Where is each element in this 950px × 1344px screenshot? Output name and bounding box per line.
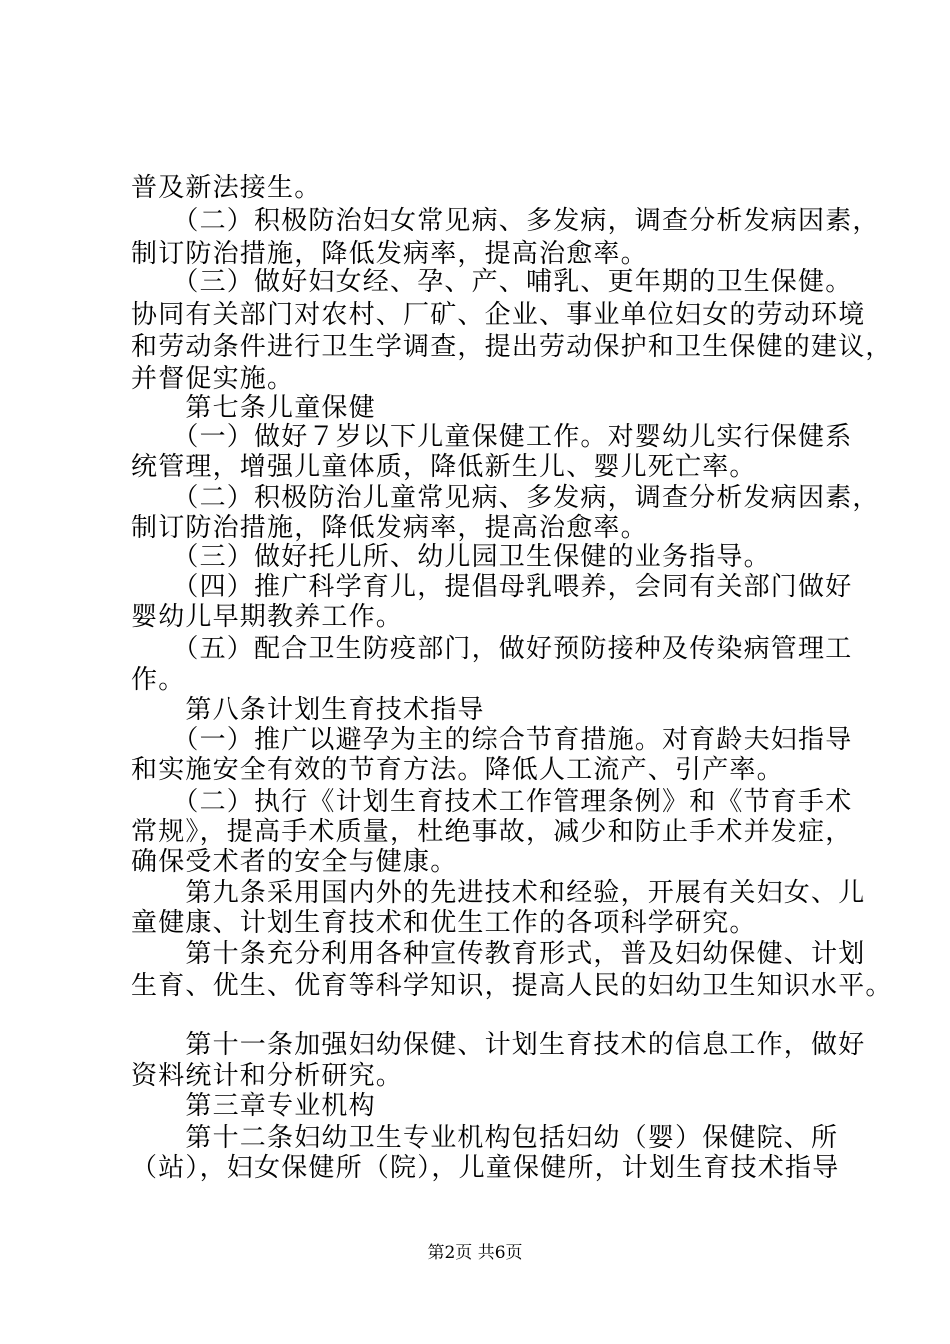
text-line: 第十二条妇幼卫生专业机构包括妇幼（婴）保健院、所 <box>131 1123 839 1153</box>
section-heading: 第八条计划生育技术指导 <box>131 695 485 725</box>
text-line: 制订防治措施，降低发病率，提高治愈率。 <box>131 239 648 269</box>
text-line: （站），妇女保健所（院），儿童保健所，计划生育技术指导 <box>131 1153 840 1183</box>
text-line: 和劳动条件进行卫生学调查，提出劳动保护和卫生保健的建议， <box>131 332 893 362</box>
text-line: （一）推广以避孕为主的综合节育措施。对育龄夫妇指导 <box>131 725 853 755</box>
text-line: （二）积极防治儿童常见病、多发病，调查分析发病因素， <box>131 483 880 513</box>
text-line: 协同有关部门对农村、厂矿、企业、事业单位妇女的劳动环境 <box>131 300 866 330</box>
text-line: 第十一条加强妇幼保健、计划生育技术的信息工作，做好 <box>131 1030 866 1060</box>
text-line: 和实施安全有效的节育方法。降低人工流产、引产率。 <box>131 755 784 785</box>
text-line: （三）做好妇女经、孕、产、哺乳、更年期的卫生保健。 <box>131 267 853 297</box>
text-line: （三）做好托儿所、幼儿园卫生保健的业务指导。 <box>131 542 771 572</box>
section-heading: 第七条儿童保健 <box>131 393 376 423</box>
text-line: 确保受术者的安全与健康。 <box>131 847 458 877</box>
text-line: 资料统计和分析研究。 <box>131 1061 404 1091</box>
text-line: 统管理，增强儿童体质，降低新生儿、婴儿死亡率。 <box>131 452 757 482</box>
text-line: （四）推广科学育儿，提倡母乳喂养，会同有关部门做好 <box>131 572 853 602</box>
text-line: 并督促实施。 <box>131 364 295 394</box>
text-line: （一）做好７岁以下儿童保健工作。对婴幼儿实行保健系 <box>131 422 853 452</box>
text-line: 第九条采用国内外的先进技术和经验，开展有关妇女、儿 <box>131 878 866 908</box>
text-line: 第十条充分利用各种宣传教育形式，普及妇幼保健、计划 <box>131 939 866 969</box>
text-line: 制订防治措施，降低发病率，提高治愈率。 <box>131 513 648 543</box>
text-line: （二）执行《计划生育技术工作管理条例》和《节育手术 <box>131 787 853 817</box>
text-line: 生育、优生、优育等科学知识，提高人民的妇幼卫生知识水平。 <box>131 971 893 1001</box>
text-line: （二）积极防治妇女常见病、多发病，调查分析发病因素， <box>131 206 880 236</box>
text-line: 婴幼儿早期教养工作。 <box>131 602 404 632</box>
chapter-heading: 第三章专业机构 <box>131 1091 376 1121</box>
text-line: 童健康、计划生育技术和优生工作的各项科学研究。 <box>131 908 757 938</box>
text-line: 普及新法接生。 <box>131 173 322 203</box>
text-line: 常规》，提高手术质量，杜绝事故，减少和防止手术并发症， <box>131 817 853 847</box>
page-number-footer: 第2页 共6页 <box>427 1243 523 1263</box>
text-line: 作。 <box>131 665 186 695</box>
text-line: （五）配合卫生防疫部门，做好预防接种及传染病管理工 <box>131 634 853 664</box>
